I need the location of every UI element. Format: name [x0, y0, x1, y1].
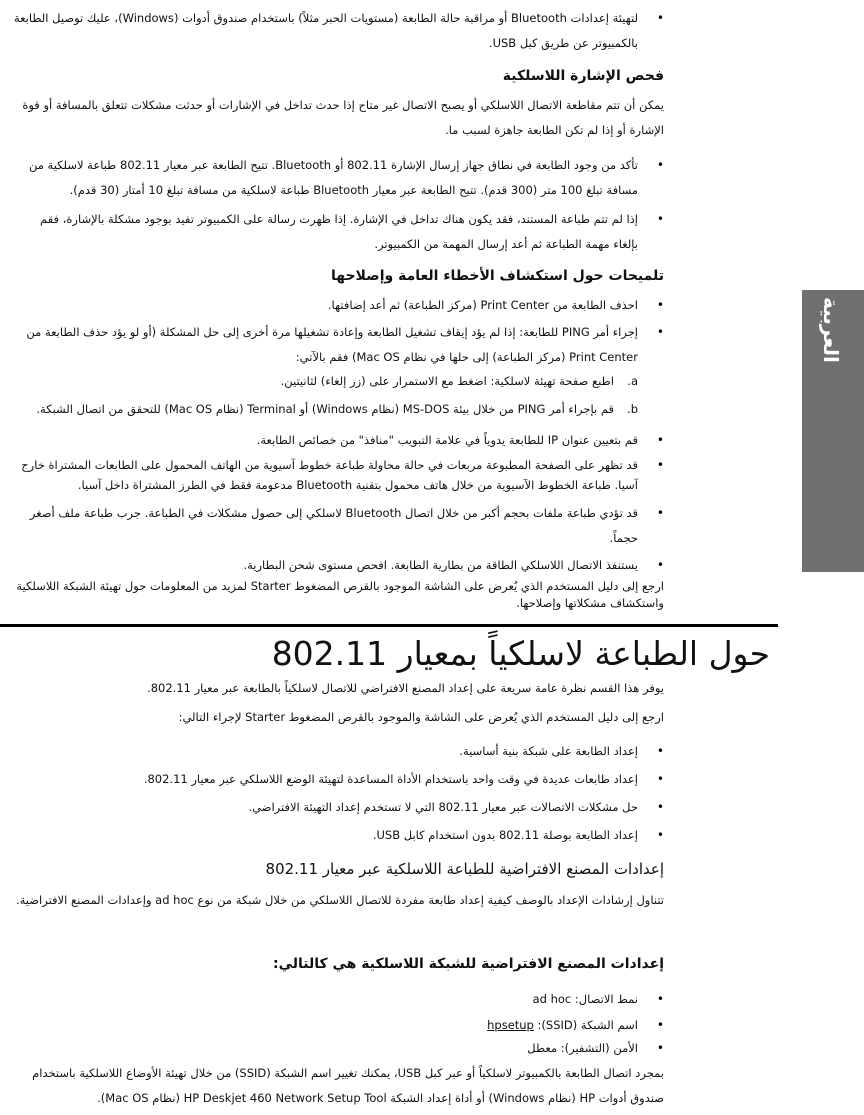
- wireless-802-11-section: [12, 632, 770, 676]
- setting-value-ssid: hpsetup: [487, 1018, 534, 1032]
- setting-label: اسم الشبكة (SSID):: [533, 1018, 638, 1032]
- list-item: • الأمن (التشفير): معطل: [12, 1036, 664, 1061]
- list-item: • إذا لم تتم طباعة المستند، فقد يكون هناك تداخل في الإشارة. إذا ظهرت رسالة على الكمبيوتر تفيد بوجود مشكلة بالإشارة، فقم بإلغاء مهمة الطباعة ثم أعد إرسال المهمة من الكمبيوتر.: [12, 207, 664, 257]
- sub-item-marker: a.: [627, 374, 638, 388]
- list-item: • يستنفذ الاتصال اللاسلكي الطاقة من بطارية الطابعة. افحص مستوى شحن البطارية.: [12, 553, 664, 578]
- section-heading-defaults: إعدادات المصنع الافتراضية للشبكة اللاسلكية هي كالتالي:: [272, 956, 664, 972]
- sub-item-a: [12, 370, 664, 392]
- list-item: • قد تؤدي طباعة ملفات بحجم أكبر من خلال اتصال Bluetooth لاسلكي إلى حصول مشكلات في الطباعة. جرب طباعة ملف أصغر حجماً.: [12, 501, 664, 551]
- list-item: • إعداد الطابعة على شبكة بنية أساسية.: [12, 739, 664, 764]
- wireless-802-11-body: [12, 676, 664, 1111]
- sub-item-text: اطبع صفحة تهيئة لاسلكية: اضغط مع الاستمرار على (زر إلغاء) لثانيتين.: [280, 374, 614, 388]
- sub-item-b: [12, 398, 664, 420]
- section-heading-tips: تلميحات حول استكشاف الأخطاء العامة وإصلاحها: [330, 268, 664, 284]
- language-tab-label: العربية: [819, 297, 843, 363]
- troubleshooting-section: [12, 6, 664, 612]
- list-item: • تأكد من وجود الطابعة في نطاق جهاز إرسال الإشارة 802.11 أو Bluetooth. تتيح الطابعة عبر معيار 802.11 طباعة لاسلكية من مسافة تبلغ 100 متر (300 قدم). تتيح الطابعة عبر معيار Bluetooth طباعة لاسلكية من مسافة تبلغ 10 أمتار (30 قدم).: [12, 153, 664, 203]
- list-item: • إعداد الطابعة بوصلة 802.11 بدون استخدام كابل USB.: [12, 823, 664, 848]
- list-item: • قد تظهر على الصفحة المطبوعة مربعات في حالة محاولة طباعة خطوط آسيوية من الهاتف المحمول على الطابعات المشتراة خارج آسيا. طباعة الخطوط الآسيوية من خلال هاتف محمول بتقنية Bluetooth مدعومة فقط في الطرز المشتراة داخل آسيا.: [12, 455, 664, 495]
- list-item: • لتهيئة إعدادات Bluetooth أو مراقبة حالة الطابعة (مستويات الحبر مثلاً) باستخدام صندوق أدوات (Windows)، عليك توصيل الطابعة بالكمبيوتر عن طريق كبل USB.: [12, 6, 664, 56]
- list-item: • قم بتعيين عنوان IP للطابعة يدوياً في علامة التبويب "منافذ" من خصائص الطابعة.: [12, 428, 664, 453]
- paragraph-closing: بمجرد اتصال الطابعة بالكمبيوتر لاسلكياً أو عبر كبل USB، يمكنك تغيير اسم الشبكة (SSID) من خلال تهيئة الأوضاع اللاسلكية باستخدام صندوق أدوات HP (نظام Windows) أو أداة إعداد الشبكة HP Deskjet 460 Network Setup Tool (نظام Mac OS).: [32, 1066, 664, 1105]
- paragraph-intro: يوفر هذا القسم نظرة عامة سريعة على إعداد المصنع الافتراضي للاتصال لاسلكياً بالطابعة عبر معيار 802.11.: [147, 681, 664, 695]
- paragraph-signal: يمكن أن تتم مقاطعة الاتصال اللاسلكي أو يصبح الاتصال غير متاح إذا حدث تداخل في الإشارات أو حدثت مشكلات تتعلق بالمسافة أو قوة الإشارة أو إذا لم تكن الطابعة جاهزة لسبب ما.: [22, 98, 664, 137]
- paragraph-refer: ارجع إلى دليل المستخدم الذي يُعرض على الشاشة والموجود بالقرص المضغوط Starter لإجراء التالي:: [178, 710, 664, 724]
- sub-item-text: قم بإجراء أمر PING من خلال بيئة MS-DOS (نظام Windows) أو Terminal (نظام Mac OS) للتحقق من اتصال الشبكة.: [36, 402, 614, 416]
- section-heading-signal: فحص الإشارة اللاسلكية: [502, 68, 664, 84]
- list-item: • حل مشكلات الاتصالات عبر معيار 802.11 التي لا تستخدم إعداد التهيئة الافتراضي.: [12, 795, 664, 820]
- list-item: [12, 1013, 664, 1038]
- paragraph-reference: ارجع إلى دليل المستخدم الذي يُعرض على الشاشة الموجود بالقرص المضغوط Starter لمزيد من المعلومات حول تهيئة الشبكة اللاسلكية واستكشاف مشكلاتها وإصلاحها.: [16, 579, 664, 610]
- list-item: • إجراء أمر PING للطابعة: إذا لم يؤد إيقاف تشغيل الطابعة وإعادة تشغيلها مرة أخرى إلى حل المشكلة (أو لو يؤد حذف الطابعة من Print Center (مركز الطباعة) إلى حلها في نظام Mac OS) فقم بالآتي:: [12, 320, 664, 370]
- section-heading-factory: إعدادات المصنع الافتراضية للطباعة اللاسلكية عبر معيار 802.11: [265, 860, 664, 878]
- paragraph-factory: تتناول إرشادات الإعداد بالوصف كيفية إعداد طابعة مفردة للاتصال اللاسلكي من خلال شبكة من نوع ad hoc وإعدادات المصنع الافتراضية.: [15, 893, 664, 907]
- sub-item-marker: b.: [627, 402, 638, 416]
- page-title: حول الطباعة لاسلكياً بمعيار 802.11: [271, 634, 770, 673]
- list-item: • احذف الطابعة من Print Center (مركز الطباعة) ثم أعد إضافتها.: [12, 293, 664, 318]
- list-item: • نمط الاتصال: ad hoc: [12, 987, 664, 1012]
- list-item: • إعداد طابعات عديدة في وقت واحد باستخدام الأداة المساعدة لتهيئة الوضع اللاسلكي عبر معيار 802.11.: [12, 767, 664, 792]
- section-divider: [0, 624, 778, 627]
